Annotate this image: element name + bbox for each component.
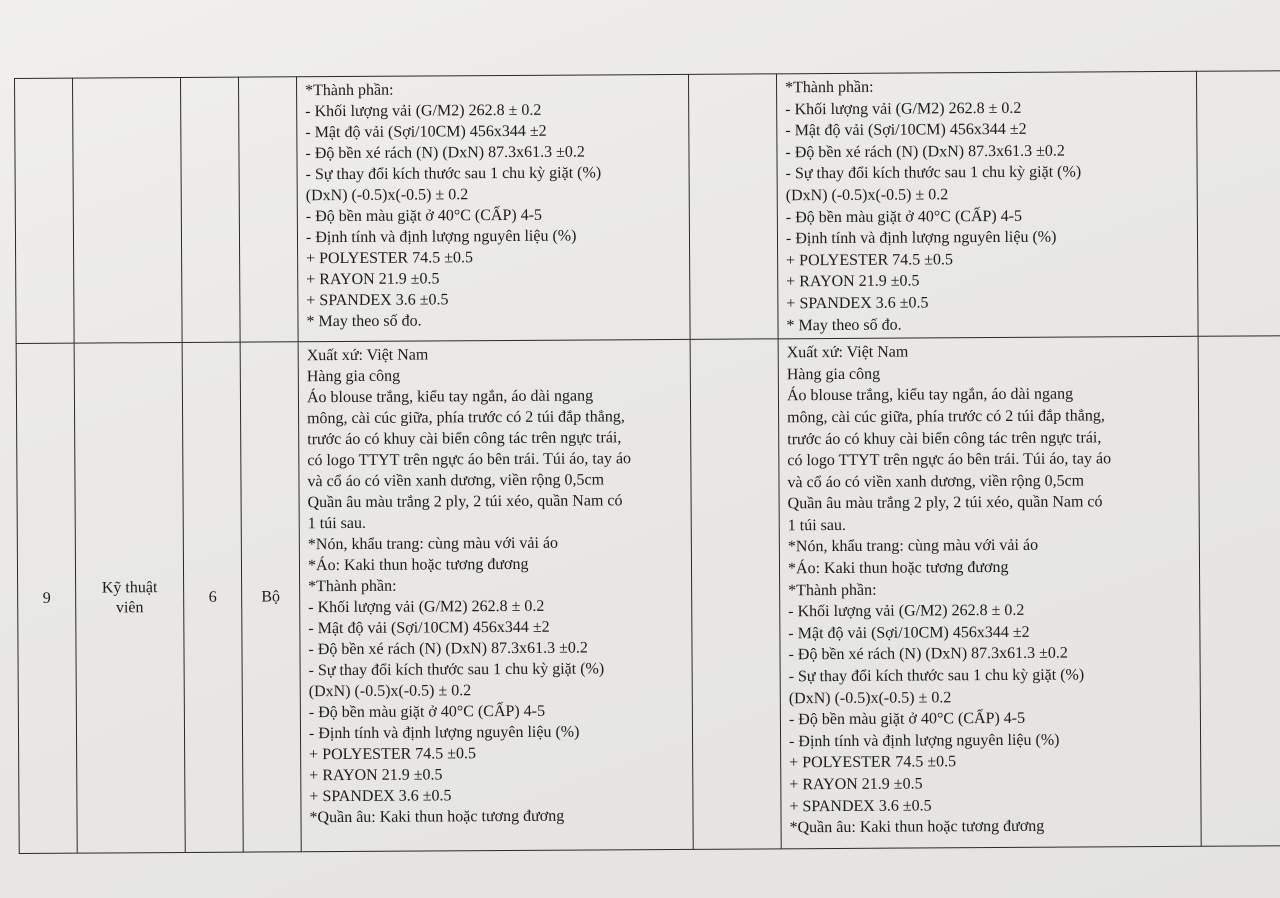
spec-line: (DxN) (-0.5)x(-0.5) ± 0.2 xyxy=(785,186,949,205)
spec-line: *Thành phần: xyxy=(785,78,874,97)
spec-line: trước áo có khuy cài biển công tác trên ngực trái, xyxy=(787,428,1102,448)
spec-line: - Mật độ vải (Sợi/10CM) 456x344 ±2 xyxy=(788,623,1030,643)
spec-line: - Độ bền xé rách (N) (DxN) 87.3x61.3 ±0.2 xyxy=(308,639,588,659)
spec-line: (DxN) (-0.5)x(-0.5) ± 0.2 xyxy=(308,682,472,701)
spec-line: - Khối lượng vải (G/M2) 262.8 ± 0.2 xyxy=(788,602,1025,621)
spec-line: - Độ bền xé rách (N) (DxN) 87.3x61.3 ±0.2 xyxy=(785,142,1065,162)
spec-line: và cổ áo có viền xanh dương, viền rộng 0,5cm xyxy=(787,472,1085,491)
spec-line: - Khối lượng vải (G/M2) 262.8 ± 0.2 xyxy=(785,99,1022,118)
spec-line: *Áo: Kaki thun hoặc tương đương xyxy=(307,555,529,575)
spec-line: và cổ áo có viền xanh dương, viền rộng 0,5cm xyxy=(307,471,605,491)
cell-empty-mid-top xyxy=(688,74,778,340)
unit-value: Bộ xyxy=(261,588,281,606)
cell-name-top xyxy=(73,77,183,343)
document-sheet xyxy=(14,70,1280,854)
spec-line: - Khối lượng vải (G/M2) 262.8 ± 0.2 xyxy=(305,101,542,121)
spec-line: + POLYESTER 74.5 ±0.5 xyxy=(789,753,957,772)
spec-line: - Định tính và định lượng nguyên liệu (%) xyxy=(789,731,1060,751)
spec-line: Hàng gia công xyxy=(786,365,881,384)
spec-line: + RAYON 21.9 ±0.5 xyxy=(789,775,923,794)
spec-line: *Nón, khẩu trang: cùng màu với vải áo xyxy=(787,537,1039,556)
spec-line: Xuất xứ: Việt Nam xyxy=(786,343,909,362)
spec-line: - Độ bền xé rách (N) (DxN) 87.3x61.3 ±0.2 xyxy=(788,645,1068,664)
specification-table xyxy=(14,70,1280,854)
spec-line: + SPANDEX 3.6 ±0.5 xyxy=(309,787,452,806)
spec-line: - Sự thay đổi kích thước sau 1 chu kỳ giặt (%) xyxy=(305,164,602,184)
spec-line: + SPANDEX 3.6 ±0.5 xyxy=(786,294,929,313)
cell-spec-left xyxy=(298,339,693,851)
spec-line: - Khối lượng vải (G/M2) 262.8 ± 0.2 xyxy=(308,597,545,617)
spec-line: - Sự thay đổi kích thước sau 1 chu kỳ giặt (%) xyxy=(308,660,605,680)
spec-line: - Mật độ vải (Sợi/10CM) 456x344 ±2 xyxy=(785,121,1027,140)
cell-spec-right xyxy=(778,336,1201,849)
spec-line: - Sự thay đổi kích thước sau 1 chu kỳ giặt (%) xyxy=(785,163,1082,183)
spec-line: mông, cài cúc giữa, phía trước có 2 túi đắp thẳng, xyxy=(307,408,625,428)
spec-line: có logo TTYT trên ngực áo bên trái. Túi áo, tay áo xyxy=(787,450,1112,470)
table-row-9 xyxy=(16,336,1280,854)
cell-unit xyxy=(240,342,301,852)
spec-line: - Độ bền màu giặt ở 40°C (CẤP) 4-5 xyxy=(785,207,1023,226)
spec-line: - Định tính và định lượng nguyên liệu (%) xyxy=(308,723,580,743)
spec-line: (DxN) (-0.5)x(-0.5) ± 0.2 xyxy=(788,688,952,707)
table-row-top xyxy=(15,71,1280,344)
spec-line: *Thành phần: xyxy=(305,81,394,100)
spec-line: Xuất xứ: Việt Nam xyxy=(306,346,429,365)
spec-line: 1 túi sau. xyxy=(787,516,847,535)
spec-line: + POLYESTER 74.5 ±0.5 xyxy=(786,251,954,270)
cell-stt xyxy=(16,343,77,853)
spec-line: - Định tính và định lượng nguyên liệu (%) xyxy=(305,227,577,247)
item-name-line1: Kỹ thuật xyxy=(101,578,158,597)
spec-line: Quần âu màu trắng 2 ply, 2 túi xéo, quần Nam có xyxy=(307,492,623,512)
spec-line: + RAYON 21.9 ±0.5 xyxy=(306,270,440,289)
cell-quantity-top xyxy=(180,77,240,342)
spec-line: - Sự thay đổi kích thước sau 1 chu kỳ giặt (%) xyxy=(788,666,1085,686)
cell-name xyxy=(74,343,185,854)
item-name-line2: viên xyxy=(115,598,144,617)
spec-line: + POLYESTER 74.5 ±0.5 xyxy=(306,249,474,268)
cell-empty-mid xyxy=(690,339,781,850)
spec-line: *Nón, khẩu trang: cùng màu với vải áo xyxy=(307,534,559,554)
spec-line: - Độ bền màu giặt ở 40°C (CẤP) 4-5 xyxy=(788,710,1026,729)
spec-line: *Áo: Kaki thun hoặc tương đương xyxy=(787,558,1009,578)
spec-line: mông, cài cúc giữa, phía trước có 2 túi đắp thẳng, xyxy=(787,407,1105,427)
spec-line: + RAYON 21.9 ±0.5 xyxy=(786,272,920,291)
spec-line: *Quần âu: Kaki thun hoặc tương đương xyxy=(789,817,1045,837)
spec-line: *Thành phần: xyxy=(788,581,877,599)
spec-line: - Độ bền xé rách (N) (DxN) 87.3x61.3 ±0.2 xyxy=(305,143,585,163)
spec-line: + SPANDEX 3.6 ±0.5 xyxy=(306,291,449,310)
spec-line: + RAYON 21.9 ±0.5 xyxy=(309,766,443,785)
cell-empty-end-top xyxy=(1196,71,1280,337)
cell-stt-top xyxy=(15,78,75,343)
spec-line: * May theo số đo. xyxy=(306,312,422,331)
cell-spec-left-top xyxy=(296,74,690,342)
cell-spec-right-top xyxy=(776,71,1198,339)
spec-line: - Độ bền màu giặt ở 40°C (CẤP) 4-5 xyxy=(305,206,543,226)
spec-line: Áo blouse trắng, kiểu tay ngắn, áo dài ngang xyxy=(306,387,594,407)
quantity-value: 6 xyxy=(208,588,217,606)
spec-line: - Mật độ vải (Sợi/10CM) 456x344 ±2 xyxy=(308,618,550,638)
spec-line: Hàng gia công xyxy=(306,367,401,386)
spec-line: 1 túi sau. xyxy=(307,514,366,533)
spec-line: + SPANDEX 3.6 ±0.5 xyxy=(789,797,932,815)
spec-line: Áo blouse trắng, kiểu tay ngắn, áo dài ngang xyxy=(786,385,1074,405)
spec-line: (DxN) (-0.5)x(-0.5) ± 0.2 xyxy=(305,186,469,205)
spec-line: - Định tính và định lượng nguyên liệu (%) xyxy=(785,228,1057,248)
spec-line: trước áo có khuy cài biển công tác trên ngực trái, xyxy=(307,429,622,449)
spec-line: có logo TTYT trên ngực áo bên trái. Túi áo, tay áo xyxy=(307,450,632,470)
spec-line: + POLYESTER 74.5 ±0.5 xyxy=(309,745,477,764)
spec-line: - Độ bền màu giặt ở 40°C (CẤP) 4-5 xyxy=(308,702,546,722)
spec-line: * May theo số đo. xyxy=(786,316,902,334)
spec-line: *Thành phần: xyxy=(308,577,397,596)
spec-line: *Quần âu: Kaki thun hoặc tương đương xyxy=(309,807,565,827)
cell-quantity xyxy=(182,342,243,852)
cell-unit-top xyxy=(238,77,298,342)
spec-line: Quần âu màu trắng 2 ply, 2 túi xéo, quần Nam có xyxy=(787,493,1103,513)
spec-line: - Mật độ vải (Sợi/10CM) 456x344 ±2 xyxy=(305,122,547,142)
cell-empty-end xyxy=(1198,336,1280,847)
row-number: 9 xyxy=(42,589,51,607)
